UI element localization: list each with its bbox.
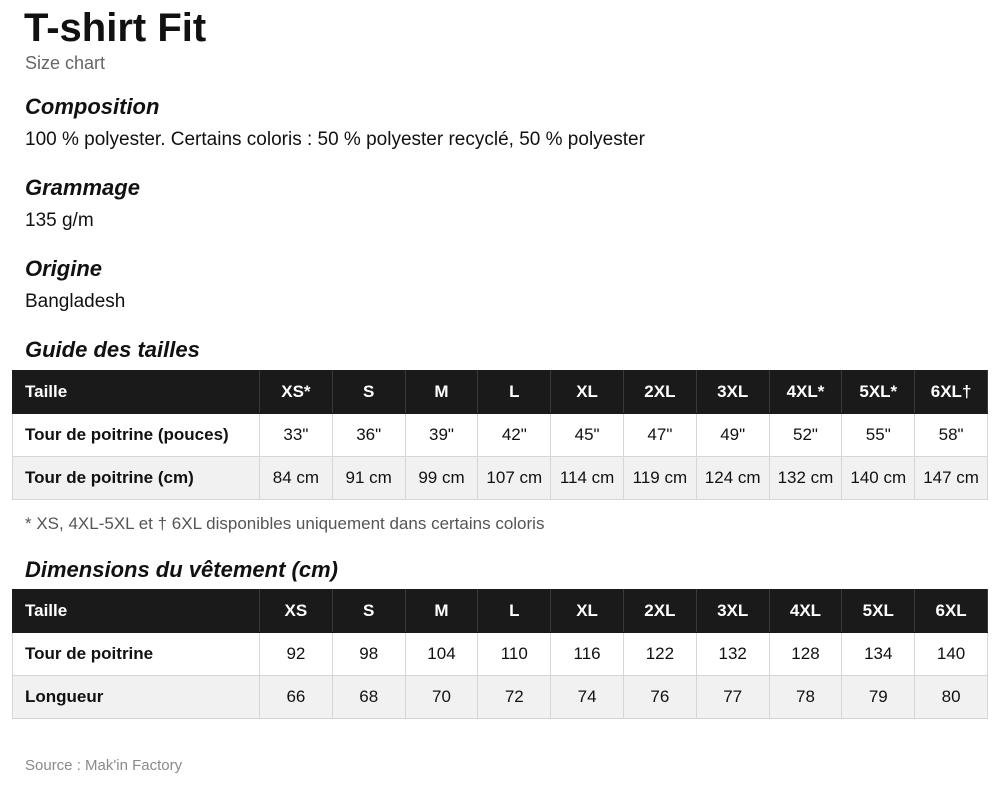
table-cell: 99 cm	[405, 457, 478, 500]
table-cell: 72	[478, 676, 551, 719]
table-cell: 55"	[842, 414, 915, 457]
table-cell: 47"	[623, 414, 696, 457]
size-guide-table	[12, 370, 988, 500]
column-header: M	[405, 371, 478, 414]
size-footnote: * XS, 4XL-5XL et † 6XL disponibles uniquement dans certains coloris	[25, 514, 545, 533]
table-cell: 74	[551, 676, 624, 719]
source-credit: Source : Mak'in Factory	[25, 757, 183, 774]
table-row	[13, 414, 988, 457]
dimensions-table	[12, 589, 988, 719]
table-cell: 66	[260, 676, 333, 719]
table-cell: 147 cm	[915, 457, 988, 500]
composition-text: 100 % polyester. Certains coloris : 50 % polyester recyclé, 50 % polyester	[25, 129, 645, 150]
column-header: M	[405, 590, 478, 633]
table-cell: 140 cm	[842, 457, 915, 500]
composition-heading: Composition	[25, 94, 160, 119]
dimensions-heading: Dimensions du vêtement (cm)	[25, 557, 338, 582]
table-cell: 70	[405, 676, 478, 719]
column-header: 5XL*	[842, 371, 915, 414]
grammage-text: 135 g/m	[25, 210, 94, 231]
row-label: Tour de poitrine (cm)	[13, 457, 260, 500]
table-cell: 132 cm	[769, 457, 842, 500]
size-guide-heading: Guide des tailles	[25, 337, 200, 362]
grammage-heading: Grammage	[25, 175, 140, 200]
table-cell: 45"	[551, 414, 624, 457]
row-label: Longueur	[13, 676, 260, 719]
column-header: 2XL	[623, 371, 696, 414]
table-cell: 122	[623, 633, 696, 676]
table-row	[13, 676, 988, 719]
table-cell: 116	[551, 633, 624, 676]
table-cell: 128	[769, 633, 842, 676]
table-cell: 140	[915, 633, 988, 676]
table-cell: 114 cm	[551, 457, 624, 500]
table-row	[13, 457, 988, 500]
origine-heading: Origine	[25, 256, 103, 281]
column-header: 6XL	[915, 590, 988, 633]
table-cell: 33"	[260, 414, 333, 457]
table-cell: 124 cm	[696, 457, 769, 500]
column-header: S	[332, 590, 405, 633]
row-label: Tour de poitrine (pouces)	[13, 414, 260, 457]
column-header: 3XL	[696, 590, 769, 633]
table-cell: 79	[842, 676, 915, 719]
dimensions-header-row	[13, 590, 988, 633]
table-cell: 68	[332, 676, 405, 719]
table-cell: 119 cm	[623, 457, 696, 500]
table-cell: 52"	[769, 414, 842, 457]
column-header: 3XL	[696, 371, 769, 414]
column-header: 2XL	[623, 590, 696, 633]
table-cell: 134	[842, 633, 915, 676]
column-header: XS*	[260, 371, 333, 414]
column-header: 5XL	[842, 590, 915, 633]
column-header: 4XL	[769, 590, 842, 633]
page-subtitle: Size chart	[25, 53, 106, 73]
table-cell: 91 cm	[332, 457, 405, 500]
table-cell: 42"	[478, 414, 551, 457]
table-cell: 77	[696, 676, 769, 719]
row-label: Tour de poitrine	[13, 633, 260, 676]
table-cell: 78	[769, 676, 842, 719]
table-cell: 36"	[332, 414, 405, 457]
column-header: XS	[260, 590, 333, 633]
column-header: XL	[551, 371, 624, 414]
table-cell: 107 cm	[478, 457, 551, 500]
table-cell: 49"	[696, 414, 769, 457]
column-header: S	[332, 371, 405, 414]
column-header: L	[478, 371, 551, 414]
column-header: Taille	[13, 371, 260, 414]
size-guide-header-row	[13, 371, 988, 414]
table-cell: 84 cm	[260, 457, 333, 500]
table-cell: 92	[260, 633, 333, 676]
table-cell: 39"	[405, 414, 478, 457]
table-cell: 110	[478, 633, 551, 676]
column-header: XL	[551, 590, 624, 633]
table-row	[13, 633, 988, 676]
table-cell: 76	[623, 676, 696, 719]
column-header: Taille	[13, 590, 260, 633]
table-cell: 98	[332, 633, 405, 676]
table-cell: 132	[696, 633, 769, 676]
table-cell: 58"	[915, 414, 988, 457]
column-header: 4XL*	[769, 371, 842, 414]
origine-text: Bangladesh	[25, 291, 126, 312]
column-header: 6XL†	[915, 371, 988, 414]
table-cell: 80	[915, 676, 988, 719]
table-cell: 104	[405, 633, 478, 676]
column-header: L	[478, 590, 551, 633]
page-title: T-shirt Fit	[24, 6, 207, 50]
